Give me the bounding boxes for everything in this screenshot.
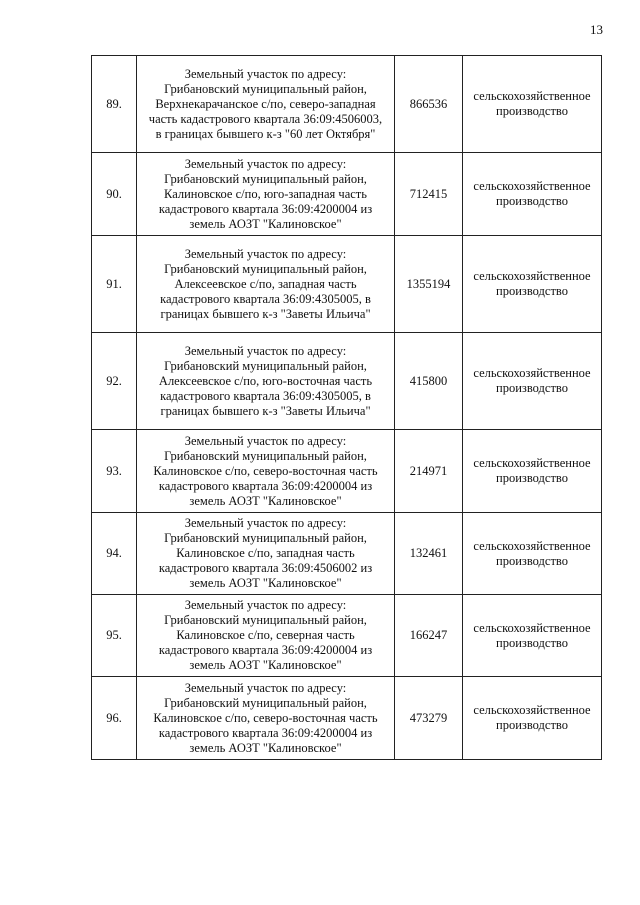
address-line: земель АОЗТ "Калиновское": [189, 658, 342, 672]
plot-area: 166247: [395, 595, 463, 677]
address-line: Калиновское с/по, северо-восточная часть: [153, 463, 378, 478]
address-line: кадастрового квартала 36:09:4200004 из: [158, 478, 373, 493]
plot-use: [463, 430, 602, 513]
address-line: Земельный участок по адресу:: [184, 343, 347, 358]
address-line: Грибановский муниципальный район,: [164, 261, 367, 276]
address-line: кадастрового квартала 36:09:4200004 из: [158, 201, 373, 216]
address-line: границах бывшего к-з "Заветы Ильича": [160, 306, 371, 321]
address-line: Земельный участок по адресу:: [184, 156, 347, 171]
row-number: 95.: [92, 595, 137, 677]
plot-address: [137, 595, 395, 677]
plot-address: [137, 153, 395, 236]
use-line: сельскохозяйственное: [473, 456, 591, 470]
address-line: земель АОЗТ "Калиновское": [189, 740, 342, 755]
address-line: Земельный участок по адресу:: [184, 66, 347, 81]
row-number: 91.: [92, 236, 137, 333]
address-line: земель АОЗТ "Калиновское": [189, 576, 342, 590]
use-line: сельскохозяйственное: [473, 703, 591, 717]
table-row: [92, 333, 602, 430]
address-line: Грибановский муниципальный район,: [164, 448, 367, 463]
address-line: Алексеевское с/по, юго-восточная часть: [158, 373, 373, 388]
plot-area: 473279: [395, 677, 463, 760]
plot-use: [463, 595, 602, 677]
address-line: Земельный участок по адресу:: [184, 433, 347, 448]
use-line: производство: [496, 104, 568, 118]
use-line: сельскохозяйственное: [473, 538, 591, 553]
row-number: 92.: [92, 333, 137, 430]
address-line: часть кадастрового квартала 36:09:4506003,: [148, 111, 383, 126]
table-row: [92, 236, 602, 333]
address-line: Грибановский муниципальный район,: [164, 171, 367, 186]
plot-use: [463, 677, 602, 760]
plot-area: 1355194: [395, 236, 463, 333]
address-line: Грибановский муниципальный район,: [164, 81, 367, 96]
use-line: сельскохозяйственное: [473, 620, 591, 635]
address-line: Калиновское с/по, юго-западная часть: [164, 186, 367, 201]
use-line: производство: [496, 284, 568, 298]
address-line: кадастрового квартала 36:09:4200004 из: [158, 725, 373, 740]
table-row: [92, 56, 602, 153]
address-line: Земельный участок по адресу:: [184, 598, 347, 612]
use-line: производство: [496, 635, 568, 650]
land-plots-table: [91, 55, 602, 760]
row-number: 96.: [92, 677, 137, 760]
address-line: кадастрового квартала 36:09:4305005, в: [160, 291, 371, 306]
plot-address: [137, 677, 395, 760]
table-row: [92, 677, 602, 760]
page-number: 13: [590, 22, 603, 37]
plot-address: [137, 430, 395, 513]
plot-address: [137, 236, 395, 333]
address-line: Земельный участок по адресу:: [184, 516, 347, 530]
address-line: земель АОЗТ "Калиновское": [189, 493, 342, 508]
plot-use: [463, 513, 602, 595]
table-row: [92, 153, 602, 236]
address-line: Калиновское с/по, западная часть: [176, 546, 355, 560]
plot-use: [463, 236, 602, 333]
address-line: кадастрового квартала 36:09:4305005, в: [160, 388, 371, 403]
row-number: 93.: [92, 430, 137, 513]
address-line: кадастрового квартала 36:09:4506002 из: [158, 561, 373, 575]
use-line: производство: [496, 553, 568, 568]
use-line: сельскохозяйственное: [473, 366, 591, 380]
address-line: Земельный участок по адресу:: [184, 680, 347, 695]
plot-area: 132461: [395, 513, 463, 595]
use-line: производство: [496, 471, 568, 485]
plot-use: [463, 333, 602, 430]
row-number: 89.: [92, 56, 137, 153]
address-line: Грибановский муниципальный район,: [164, 531, 367, 545]
plot-area: 712415: [395, 153, 463, 236]
address-line: Алексеевское с/по, западная часть: [174, 276, 357, 291]
plot-address: [137, 513, 395, 595]
address-line: Грибановский муниципальный район,: [164, 358, 367, 373]
use-line: сельскохозяйственное: [473, 269, 591, 283]
use-line: сельскохозяйственное: [473, 89, 591, 103]
address-line: Грибановский муниципальный район,: [164, 695, 367, 710]
plot-address: [137, 56, 395, 153]
address-line: земель АОЗТ "Калиновское": [189, 216, 342, 231]
plot-area: 214971: [395, 430, 463, 513]
address-line: Грибановский муниципальный район,: [164, 613, 367, 627]
row-number: 94.: [92, 513, 137, 595]
use-line: производство: [496, 718, 568, 732]
table-row: [92, 513, 602, 595]
plot-area: 866536: [395, 56, 463, 153]
address-line: границах бывшего к-з "Заветы Ильича": [160, 403, 371, 418]
use-line: производство: [496, 194, 568, 208]
row-number: 90.: [92, 153, 137, 236]
use-line: сельскохозяйственное: [473, 179, 591, 193]
table-row: [92, 595, 602, 677]
address-line: Земельный участок по адресу:: [184, 246, 347, 261]
address-line: Калиновское с/по, северо-восточная часть: [153, 710, 378, 725]
plot-area: 415800: [395, 333, 463, 430]
address-line: Калиновское с/по, северная часть: [176, 628, 355, 642]
address-line: кадастрового квартала 36:09:4200004 из: [158, 643, 373, 657]
plot-use: [463, 56, 602, 153]
use-line: производство: [496, 381, 568, 395]
plot-address: [137, 333, 395, 430]
address-line: в границах бывшего к-з "60 лет Октября": [155, 126, 376, 141]
table-row: [92, 430, 602, 513]
plot-use: [463, 153, 602, 236]
address-line: Верхнекарачанское с/по, северо-западная: [155, 96, 376, 111]
